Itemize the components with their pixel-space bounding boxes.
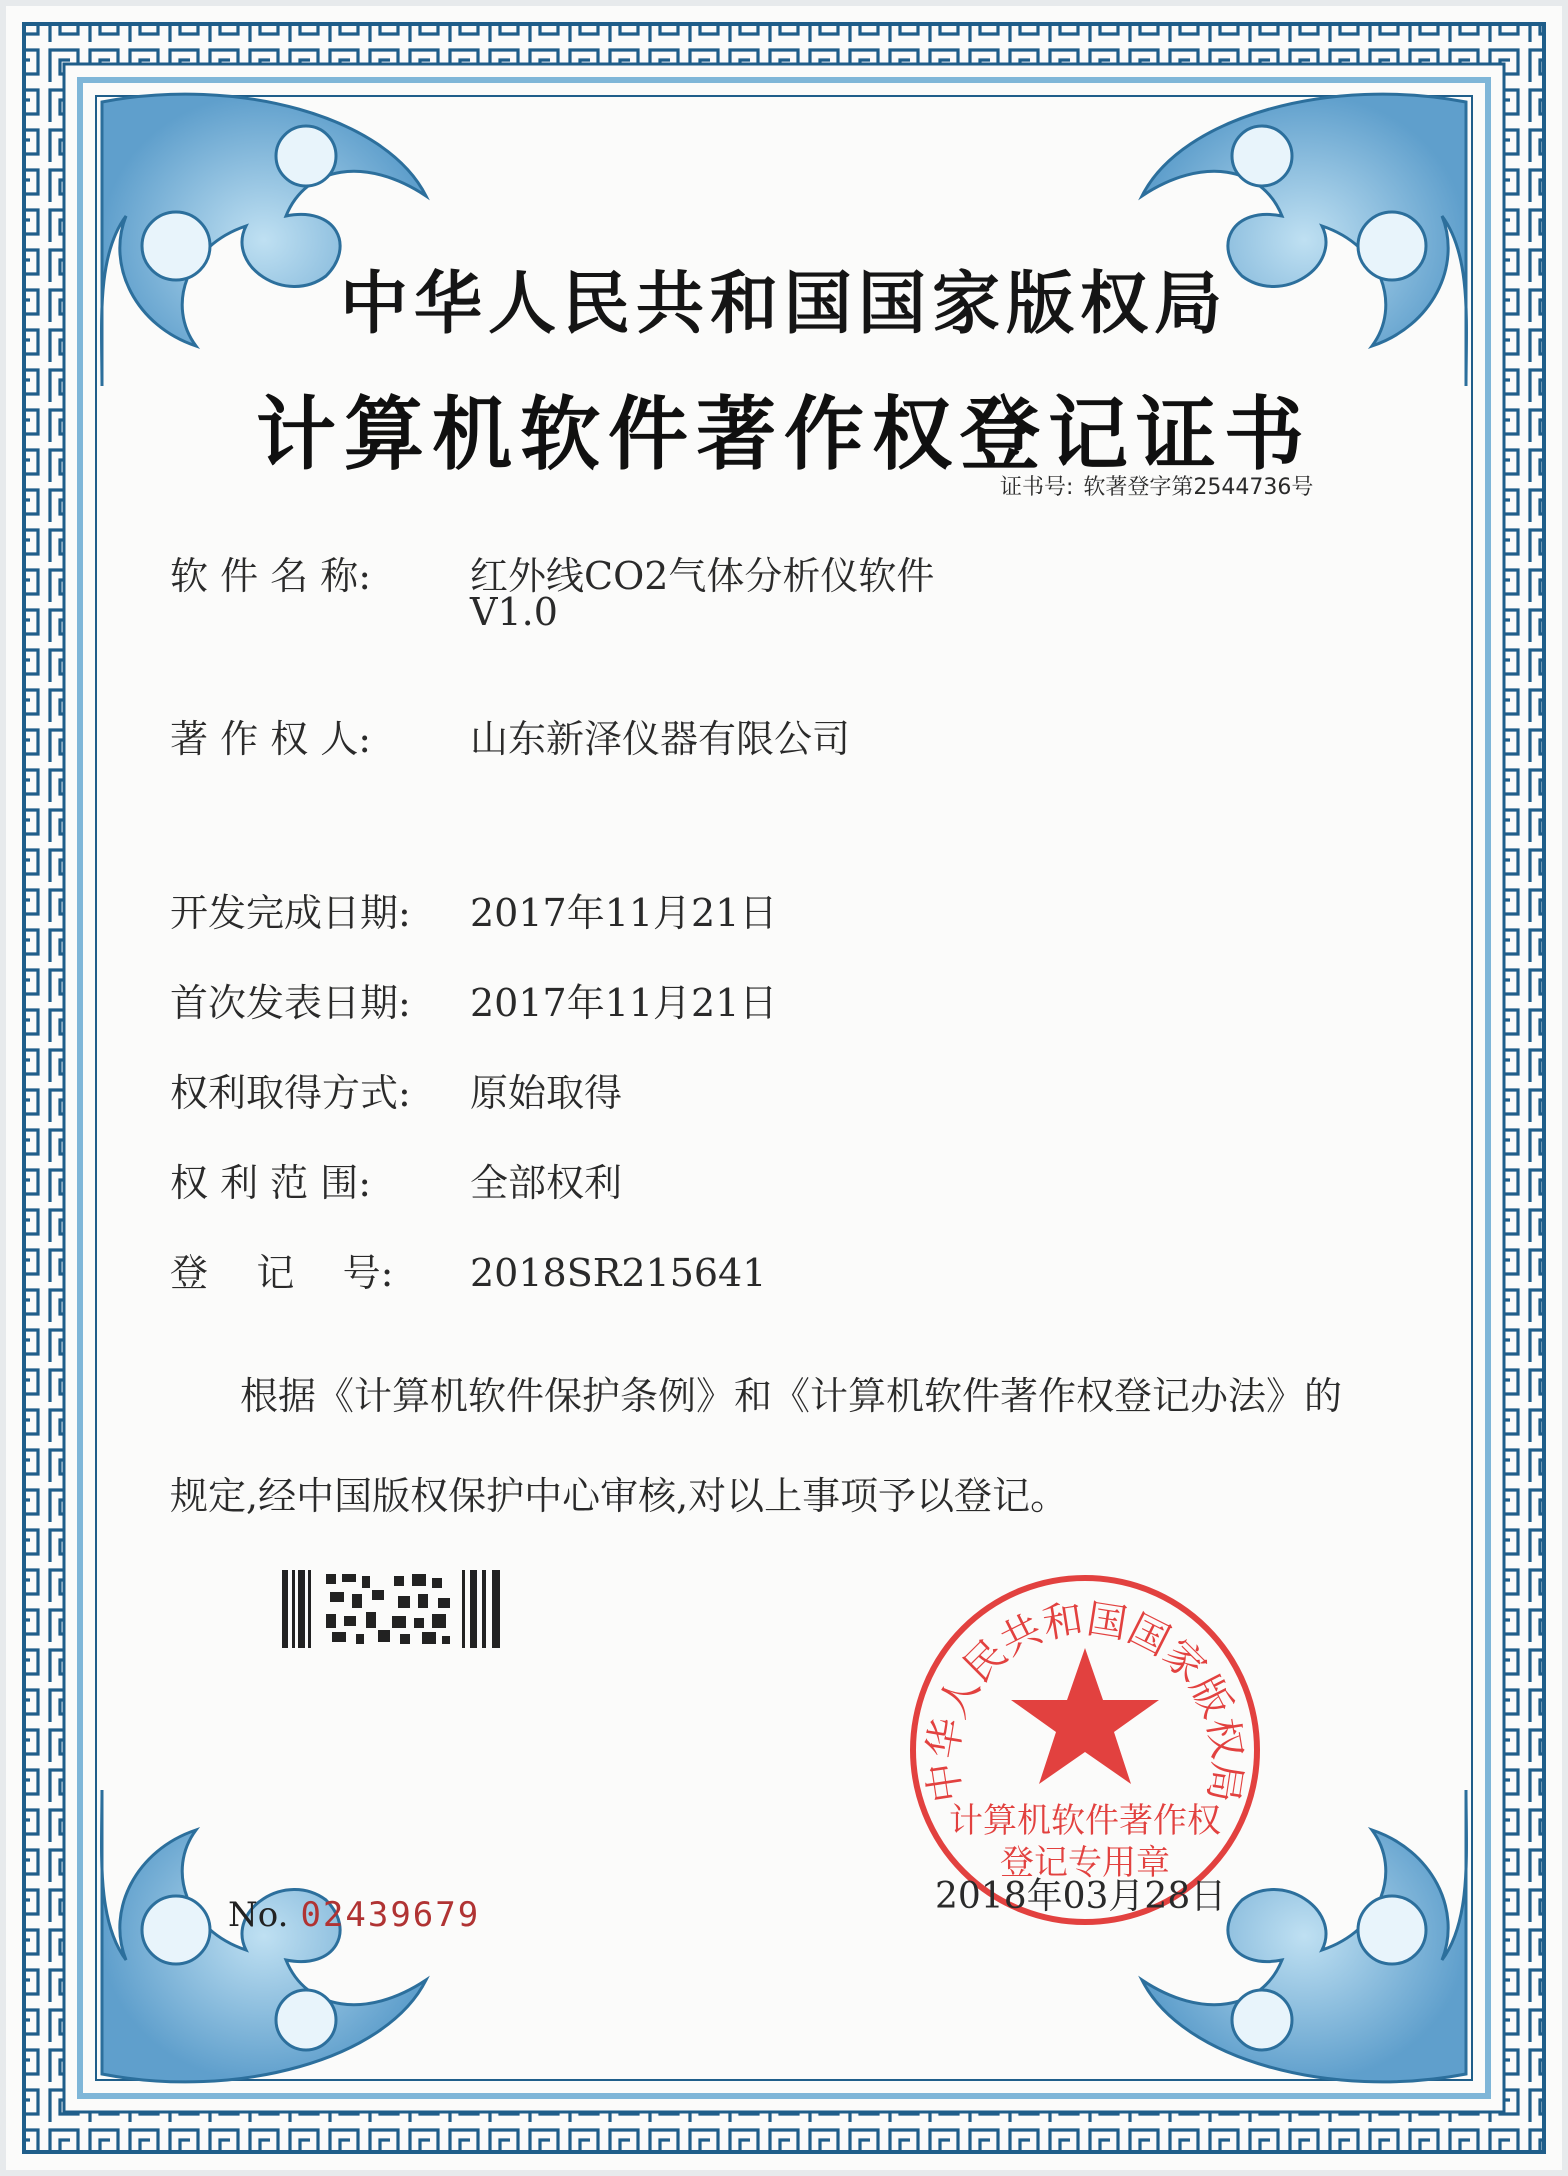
field-value: 全部权利 [470,1161,623,1205]
field-label: 著 作 权 人: [170,717,372,761]
seal-line-2: 登记专用章 [1000,1843,1170,1883]
serial-number [228,1895,480,1935]
star-icon [1011,1648,1159,1784]
field-value: 原始取得 [470,1071,623,1115]
serial-value: 02439679 [300,1895,481,1935]
field-value: 2017年11月21日 [470,981,778,1025]
certificate-number-value: 软著登字第2544736号 [1083,475,1314,500]
field-completion-date [170,882,777,937]
field-label: 开发完成日期: [170,891,411,935]
certificate-number [1000,470,1313,501]
field-copyright-owner [170,708,850,763]
seal-date: 2018年03月28日 [935,1876,1227,1917]
field-value: 2018SR215641 [470,1251,767,1295]
field-value: 山东新泽仪器有限公司 [470,717,851,761]
certificate-number-label: 证书号: [1000,475,1074,500]
field-software-version: V1.0 [470,590,558,634]
field-rights-scope [170,1152,622,1207]
field-acquire-method [170,1062,622,1117]
field-label: 登 记 号: [170,1251,394,1295]
issuing-authority: 中华人民共和国国家版权局 [339,265,1228,344]
serial-label: No. [228,1895,289,1935]
legal-text-line-1: 根据《计算机软件保护条例》和《计算机软件著作权登记办法》的 [240,1374,1343,1418]
field-label: 首次发表日期: [170,981,411,1025]
field-value: 2017年11月21日 [470,891,778,935]
seal-ring-text: 中华人民共和国国家版权局 [919,1596,1251,1806]
seal-line-1: 计算机软件著作权 [949,1801,1221,1841]
legal-text-line-2: 规定,经中国版权保护中心审核,对以上事项予以登记。 [170,1474,1069,1518]
certificate-title: 计算机软件著作权登记证书 [256,388,1312,481]
field-value: 红外线CO2气体分析仪软件 [470,554,935,598]
field-label: 软 件 名 称: [170,554,372,598]
field-label: 权利取得方式: [170,1071,411,1115]
barcode-image [282,1570,508,1648]
field-label: 权 利 范 围: [170,1161,372,1205]
field-registration-number [170,1242,766,1297]
field-publish-date [170,972,777,1027]
